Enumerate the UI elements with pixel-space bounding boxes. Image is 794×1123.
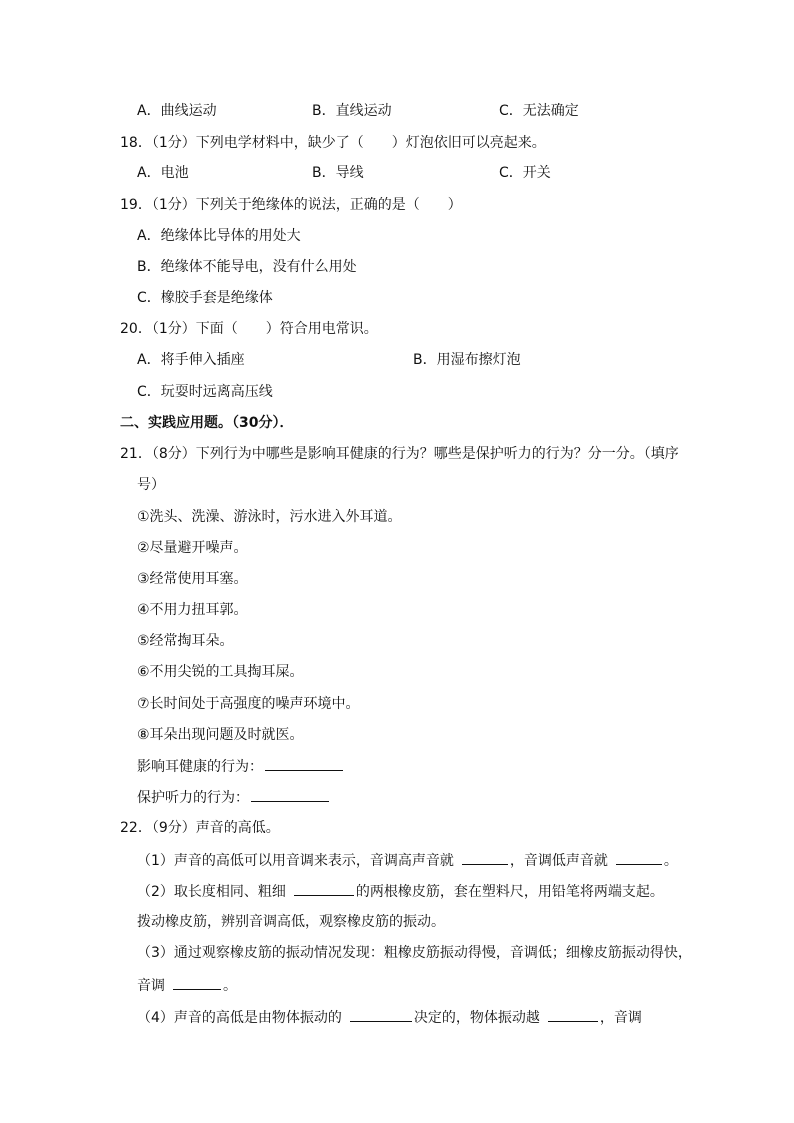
- q22-part-4: [137, 1007, 642, 1028]
- q21-answer-1-label: 影响耳健康的行为：: [137, 759, 263, 775]
- q21-item-3: ③经常使用耳塞。: [137, 571, 248, 587]
- q21-answer-2-label: 保护听力的行为：: [137, 790, 249, 806]
- q22-part-4-text-b: 决定的，物体振动越: [413, 1010, 540, 1026]
- q20-option-c: C．玩耍时远离高压线: [137, 384, 273, 400]
- section-2-title: 二、实践应用题。（30分）．: [120, 415, 294, 431]
- q21-answer-1: [137, 756, 345, 777]
- q18-option-b: B．导线: [312, 165, 364, 181]
- q22-part-1-text-a: （1）声音的高低可以用音调来表示，音调高声音就: [137, 853, 454, 869]
- q21-item-4: ④不用力扭耳郭。: [137, 602, 248, 618]
- q19-option-c: C．橡胶手套是绝缘体: [137, 290, 273, 306]
- q20-option-a: A．将手伸入插座: [137, 352, 245, 368]
- q22-part-2-blank[interactable]: [294, 881, 354, 896]
- q22-part-4-text-c: ，音调: [599, 1010, 642, 1026]
- q22-part-2-text-b: 的两根橡皮筋，套在塑料尺，用铅笔将两端支起。: [355, 884, 664, 900]
- q22-part-2-text-a: （2）取长度相同、粗细: [137, 884, 286, 900]
- q21-item-1: ①洗头、洗澡、游泳时，污水进入外耳道。: [137, 509, 402, 525]
- q21-answer-1-blank[interactable]: [265, 756, 343, 771]
- q22-stem: 22．（9分）声音的高低。: [120, 820, 280, 836]
- q17-option-c: C．无法确定: [499, 103, 579, 119]
- q22-part-3-text-b: 。: [223, 978, 237, 994]
- q22-part-1-text-b: ，音调低声音就: [509, 853, 608, 869]
- q20-stem: 20．（1分）下面（ ）符合用电常识。: [120, 321, 378, 337]
- q18-option-c: C．开关: [499, 165, 551, 181]
- q22-part-1-text-c: 。: [663, 853, 678, 869]
- q17-option-a: A．曲线运动: [137, 103, 217, 119]
- q18-stem: 18．（1分）下列电学材料中，缺少了（ ）灯泡依旧可以亮起来。: [120, 135, 546, 151]
- q22-part-3-line1: （3）通过观察橡皮筋的振动情况发现：粗橡皮筋振动得慢，音调低；细橡皮筋振动得快，: [137, 945, 692, 961]
- q19-option-b: B．绝缘体不能导电，没有什么用处: [137, 259, 357, 275]
- q21-item-7: ⑦长时间处于高强度的噪声环境中。: [137, 696, 360, 712]
- q22-part-4-blank-1[interactable]: [350, 1007, 412, 1022]
- q21-item-5: ⑤经常掏耳朵。: [137, 633, 234, 649]
- q19-option-a: A．绝缘体比导体的用处大: [137, 228, 301, 244]
- q21-item-8: ⑧耳朵出现问题及时就医。: [137, 727, 304, 743]
- q22-part-3-line2: [137, 975, 237, 996]
- q17-option-b: B．直线运动: [312, 103, 392, 119]
- q22-part-4-blank-2[interactable]: [548, 1007, 598, 1022]
- q21-answer-2-blank[interactable]: [251, 787, 329, 802]
- q21-answer-2: [137, 787, 331, 808]
- q21-item-2: ②尽量避开噪声。: [137, 540, 248, 556]
- q21-item-6: ⑥不用尖锐的工具掏耳屎。: [137, 664, 304, 680]
- q22-part-1-blank-2[interactable]: [616, 850, 662, 865]
- q21-stem-line1: 21．（8分）下列行为中哪些是影响耳健康的行为？哪些是保护听力的行为？分一分。（填序: [120, 446, 679, 462]
- q22-part-3-text-a: 音调: [137, 978, 165, 994]
- q18-option-a: A．电池: [137, 165, 189, 181]
- q22-part-3-blank[interactable]: [173, 975, 221, 990]
- q22-part-4-text-a: （4）声音的高低是由物体振动的: [137, 1010, 342, 1026]
- q22-part-1: [137, 850, 678, 871]
- q22-part-1-blank-1[interactable]: [462, 850, 508, 865]
- q19-stem: 19．（1分）下列关于绝缘体的说法，正确的是（ ）: [120, 197, 462, 213]
- q22-part-2: [137, 881, 664, 902]
- q22-part-2-line2: 拨动橡皮筋，辨别音调高低，观察橡皮筋的振动。: [137, 914, 445, 930]
- q21-stem-line2: 号）: [137, 477, 165, 493]
- q20-option-b: B．用湿布擦灯泡: [413, 352, 521, 368]
